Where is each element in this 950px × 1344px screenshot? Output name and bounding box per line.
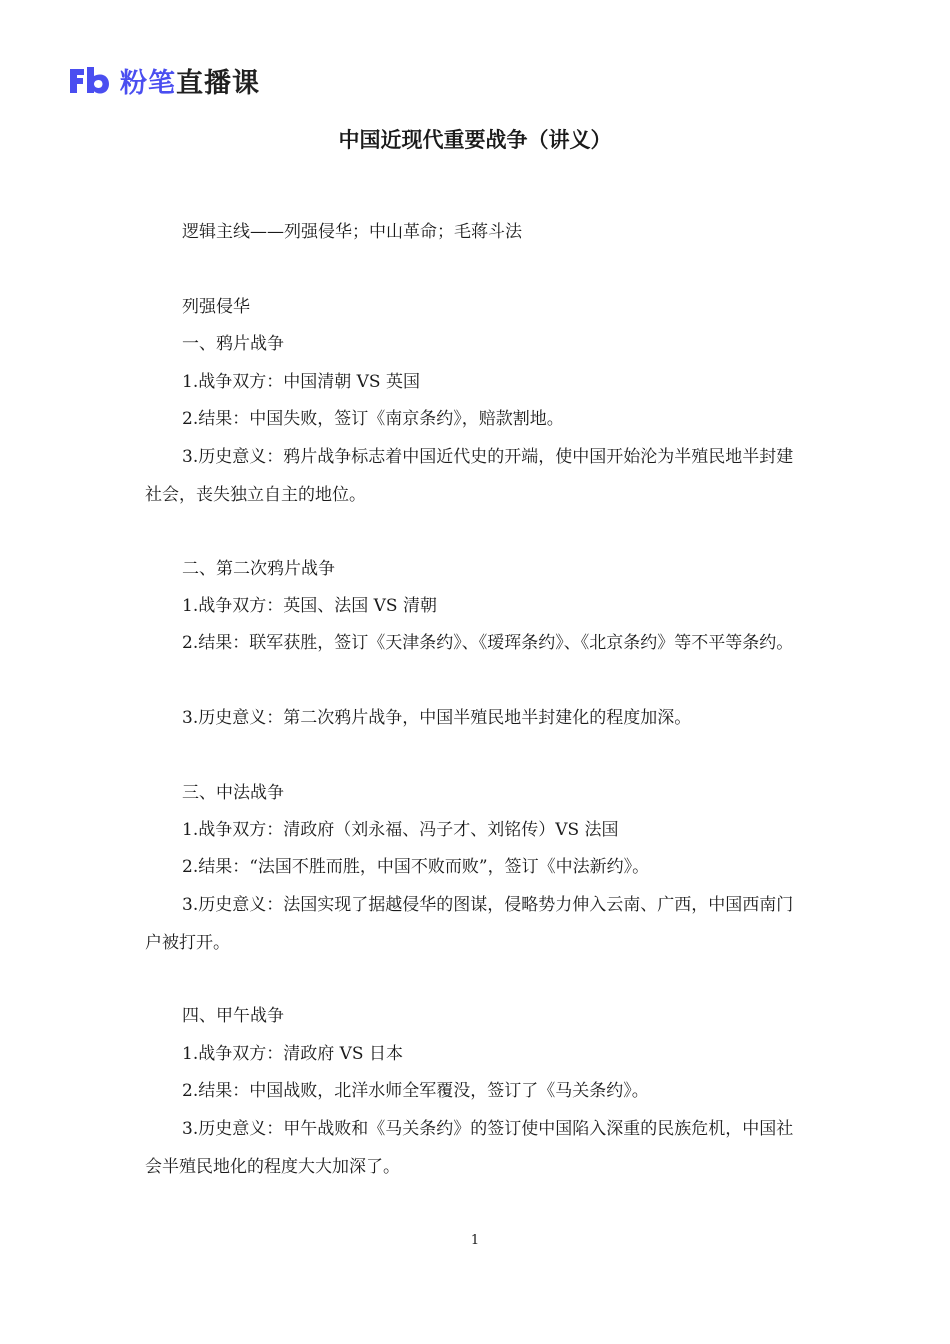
war-2-result: 2.结果：联军获胜，签订《天津条约》、《瑷珲条约》、《北京条约》等不平等条约。 [182,633,794,653]
war-3-sides: 1.战争双方：清政府（刘永福、冯子才、刘铭传）VS 法国 [182,820,619,840]
war-4-significance: 3.历史意义：甲午战败和《马关条约》的签订使中国陷入深重的民族危机，中国社会半殖民地化的程度大大加深了。 [145,1119,794,1177]
brand-name [120,61,260,100]
war-2-heading: 二、第二次鸦片战争 [182,559,335,579]
document-title: 中国近现代重要战争（讲义） [338,128,612,152]
war-1-result: 2.结果：中国失败，签订《南京条约》，赔款割地。 [182,409,564,429]
war-4-result: 2.结果：中国战败，北洋水师全军覆没，签订了《马关条约》。 [182,1081,649,1101]
war-2-significance: 3.历史意义：第二次鸦片战争，中国半殖民地半封建化的程度加深。 [182,708,692,728]
page-number: 1 [470,1233,480,1248]
section-heading: 列强侵华 [182,297,250,317]
war-3-heading: 三、中法战争 [182,783,284,803]
war-1-sides: 1.战争双方：中国清朝 VS 英国 [182,372,420,392]
war-2-sides: 1.战争双方：英国、法国 VS 清朝 [182,596,437,616]
war-3-result: 2.结果：“法国不胜而胜，中国不败而败”，签订《中法新约》。 [182,857,650,877]
war-4-sides: 1.战争双方：清政府 VS 日本 [182,1044,403,1064]
brand-name-part2: 直播课 [176,67,260,99]
main-line: 逻辑主线——列强侵华；中山革命；毛蒋斗法 [182,222,522,242]
war-3-significance: 3.历史意义：法国实现了据越侵华的图谋，侵略势力伸入云南、广西，中国西南门户被打开。 [145,895,794,953]
war-1-heading: 一、鸦片战争 [182,334,284,354]
brand-logo [68,62,260,98]
brand-name-part1: 粉笔 [120,67,176,99]
war-1-significance: 3.历史意义：鸦片战争标志着中国近代史的开端，使中国开始沦为半殖民地半封建社会，丧失独立自主的地位。 [145,447,794,505]
war-4-heading: 四、甲午战争 [182,1006,284,1026]
fb-logo-icon [68,65,110,95]
